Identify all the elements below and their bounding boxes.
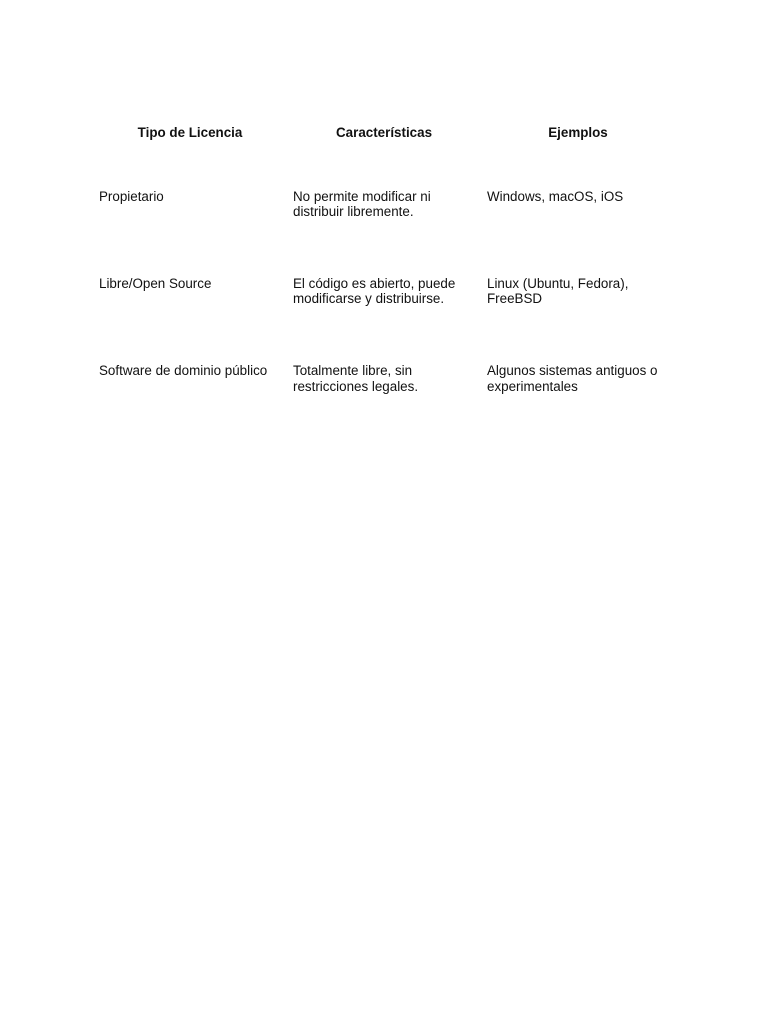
cell-license-type: Propietario bbox=[99, 188, 164, 204]
cell-characteristics: El código es abierto, puede modificarse y distribuirse. bbox=[293, 275, 456, 307]
cell-examples: Linux (Ubuntu, Fedora), FreeBSD bbox=[487, 275, 629, 307]
cell-license-type: Software de dominio público bbox=[99, 362, 268, 378]
header-license-type: Tipo de Licencia bbox=[137, 125, 243, 140]
table-row bbox=[93, 355, 675, 418]
table-header-row bbox=[93, 117, 675, 181]
cell-characteristics: No permite modificar ni distribuir libremente. bbox=[293, 188, 431, 220]
table-row bbox=[93, 268, 675, 355]
cell-examples: Algunos sistemas antiguos o experimentales bbox=[487, 362, 658, 394]
header-examples: Ejemplos bbox=[548, 125, 608, 140]
table-row bbox=[93, 181, 675, 268]
cell-characteristics: Totalmente libre, sin restricciones legales. bbox=[293, 362, 419, 394]
license-table bbox=[93, 117, 675, 418]
cell-examples: Windows, macOS, iOS bbox=[487, 188, 624, 204]
cell-license-type: Libre/Open Source bbox=[99, 275, 212, 291]
header-characteristics: Características bbox=[335, 125, 433, 140]
